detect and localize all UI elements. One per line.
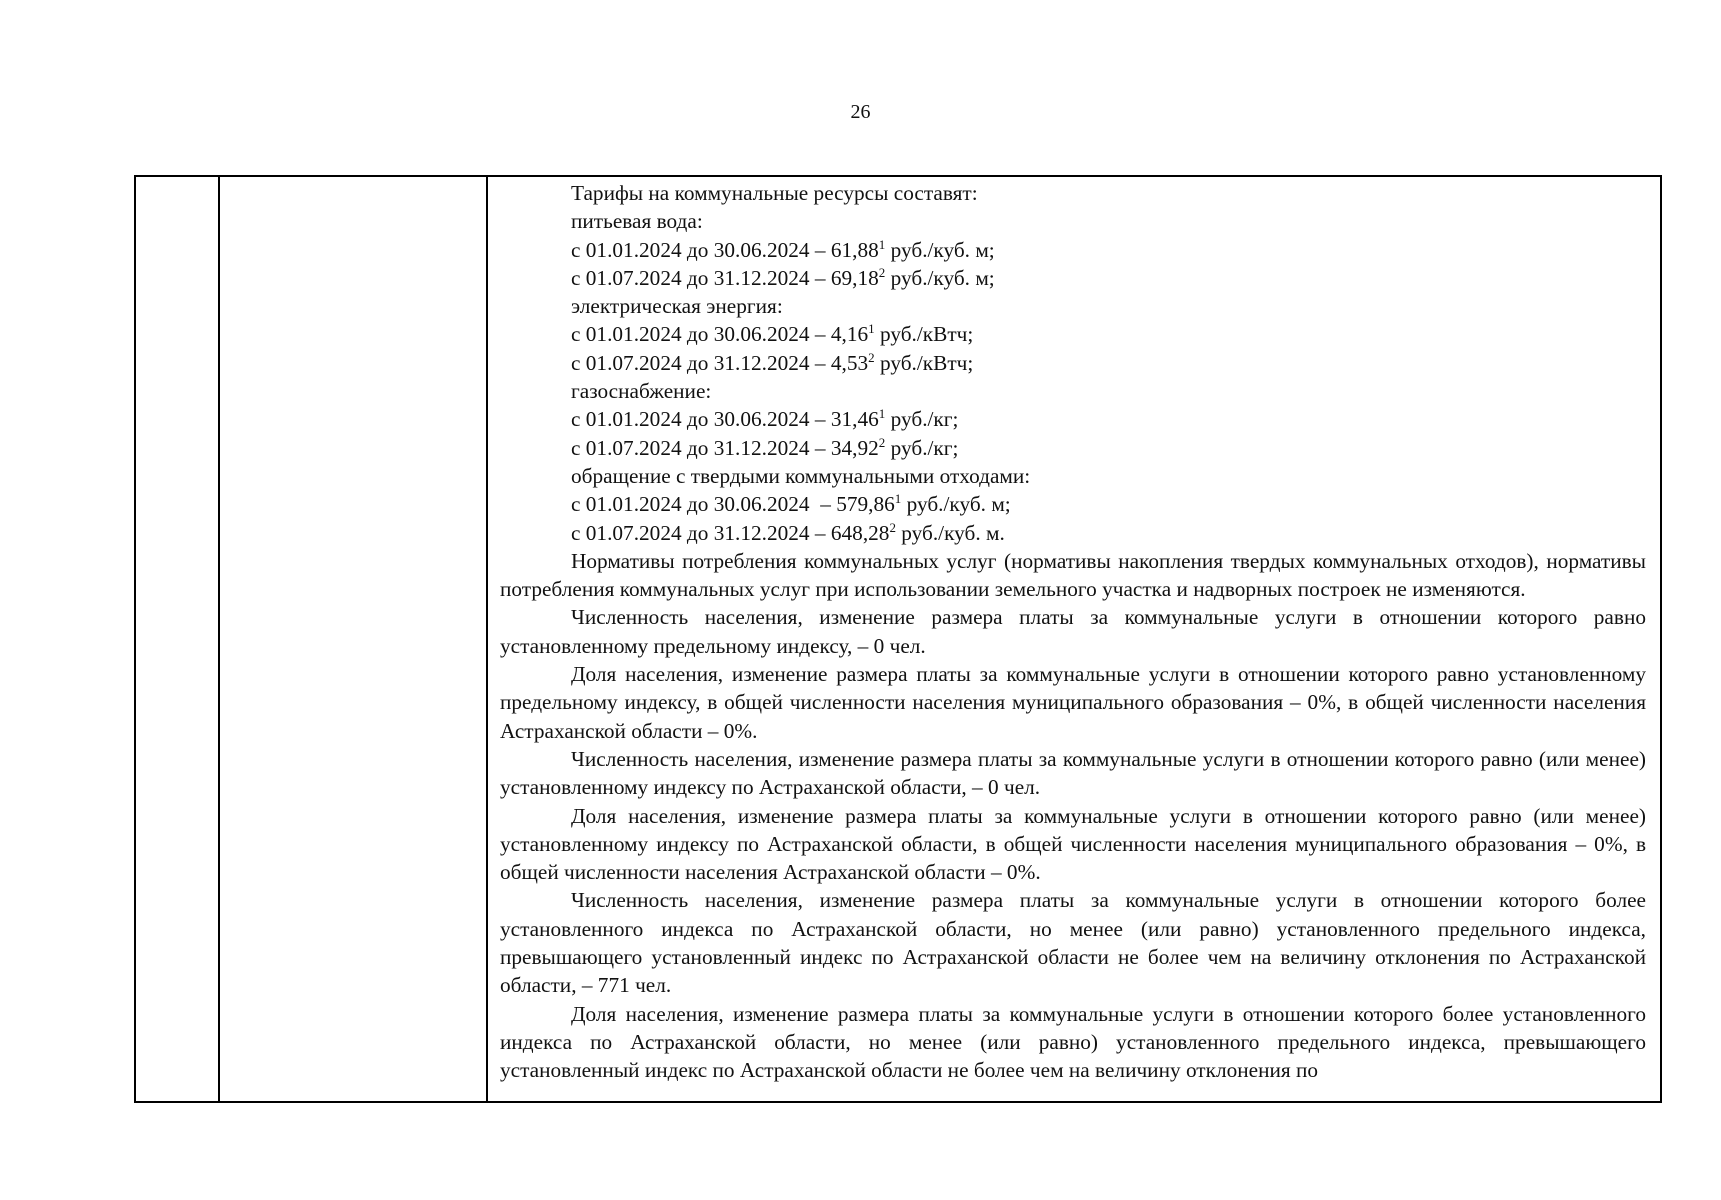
paragraph-share-equal-or-less-regional-index: Доля населения, изменение размера платы за коммунальные услуги в отношении которого равно (или менее) установленному индексу по Астраханской области, в общей численности населения муниципального образования – 0%, в общей численности населения Астраханской области – 0%.	[500, 803, 1646, 885]
footnote-mark: 2	[878, 264, 886, 280]
tariff-period-value: с 01.01.2024 до 30.06.2024 – 4,16	[571, 322, 869, 347]
paragraph-population-equal-or-less-regional-index: Численность населения, изменение размера платы за коммунальные услуги в отношении которого равно (или менее) установленному индексу по Астраханской области, – 0 чел.	[500, 746, 1646, 800]
paragraph-population-equal-limit-index: Численность населения, изменение размера платы за коммунальные услуги в отношении которого равно установленному предельному индексу, – 0 чел.	[500, 605, 1646, 658]
tariff-row	[500, 264, 1646, 292]
tariff-row	[500, 349, 1646, 377]
tariff-unit: руб./кг;	[885, 435, 959, 460]
tariff-unit: руб./куб. м;	[885, 237, 995, 262]
tariff-period-value: с 01.01.2024 до 30.06.2024 – 61,88	[571, 237, 879, 262]
paragraph-consumption-norms: Нормативы потребления коммунальных услуг (нормативы накопления твердых коммунальных отходов), нормативы потребления коммунальных услуг при использовании земельного участка и надворных построек не изменяются.	[500, 548, 1646, 602]
tariff-row	[500, 236, 1646, 264]
footnote-mark: 1	[878, 236, 886, 252]
tariff-unit: руб./кВтч;	[874, 322, 974, 347]
tariff-unit: руб./куб. м;	[885, 265, 995, 290]
tariff-unit: руб./куб. м.	[895, 520, 1005, 545]
tariff-row	[500, 519, 1646, 547]
tariff-period-value: с 01.07.2024 до 31.12.2024 – 648,28	[571, 520, 890, 545]
tariff-unit: руб./куб. м;	[901, 492, 1011, 517]
paragraph-share-above-regional-index: Доля населения, изменение размера платы за коммунальные услуги в отношении которого более установленного индекса по Астраханской области, но менее (или равно) установленного предельного индекса, превышающего установленный индекс по Астраханской области не более чем на величину отклонения по	[500, 1001, 1646, 1083]
tariff-unit: руб./кг;	[885, 407, 959, 432]
paragraph-population-above-regional-index: Численность населения, изменение размера платы за коммунальные услуги в отношении которого более установленного индекса по Астраханской области, но менее (или равно) установленного предельного индекса, превышающего установленный индекс по Астраханской области не более чем на величину отклонения по Астраханской области, – 771 чел.	[500, 888, 1646, 998]
tariffs-heading: Тарифы на коммунальные ресурсы составят:	[571, 181, 978, 205]
table-column-2-empty	[220, 177, 488, 1101]
tariff-period-value: с 01.01.2024 до 30.06.2024 – 31,46	[571, 407, 879, 432]
table-column-3-content	[488, 177, 1660, 1101]
tariff-period-value: с 01.07.2024 до 31.12.2024 – 34,92	[571, 435, 879, 460]
page-number: 26	[850, 101, 871, 123]
tariff-row	[500, 320, 1646, 348]
footnote-mark: 2	[889, 519, 896, 535]
tariff-period-value: с 01.07.2024 до 31.12.2024 – 4,53	[571, 350, 869, 375]
tariff-group-title: питьевая вода:	[571, 209, 703, 234]
footnote-mark: 2	[878, 434, 886, 450]
footnote-mark: 1	[894, 491, 902, 507]
tariff-row	[500, 434, 1646, 462]
tariff-row	[500, 490, 1646, 518]
tariff-period-value: с 01.07.2024 до 31.12.2024 – 69,18	[571, 265, 879, 290]
tariff-row	[500, 405, 1646, 433]
paragraph-share-equal-limit-index: Доля населения, изменение размера платы за коммунальные услуги в отношении которого равно установленному предельному индексу, в общей численности населения муниципального образования – 0%, в общей численности населения Астраханской области – 0%.	[500, 662, 1646, 743]
tariff-unit: руб./кВтч;	[874, 350, 974, 375]
tariff-group-title: газоснабжение:	[571, 379, 712, 404]
document-table	[134, 175, 1662, 1103]
footnote-mark: 1	[878, 406, 886, 422]
tariff-period-value: с 01.01.2024 до 30.06.2024 – 579,86	[571, 492, 895, 517]
tariff-group-title: электрическая энергия:	[571, 294, 783, 319]
footnote-mark: 1	[868, 321, 875, 337]
tariff-group-title: обращение с твердыми коммунальными отходами:	[571, 463, 1031, 488]
footnote-mark: 2	[868, 349, 875, 365]
table-column-1-empty	[136, 177, 220, 1101]
